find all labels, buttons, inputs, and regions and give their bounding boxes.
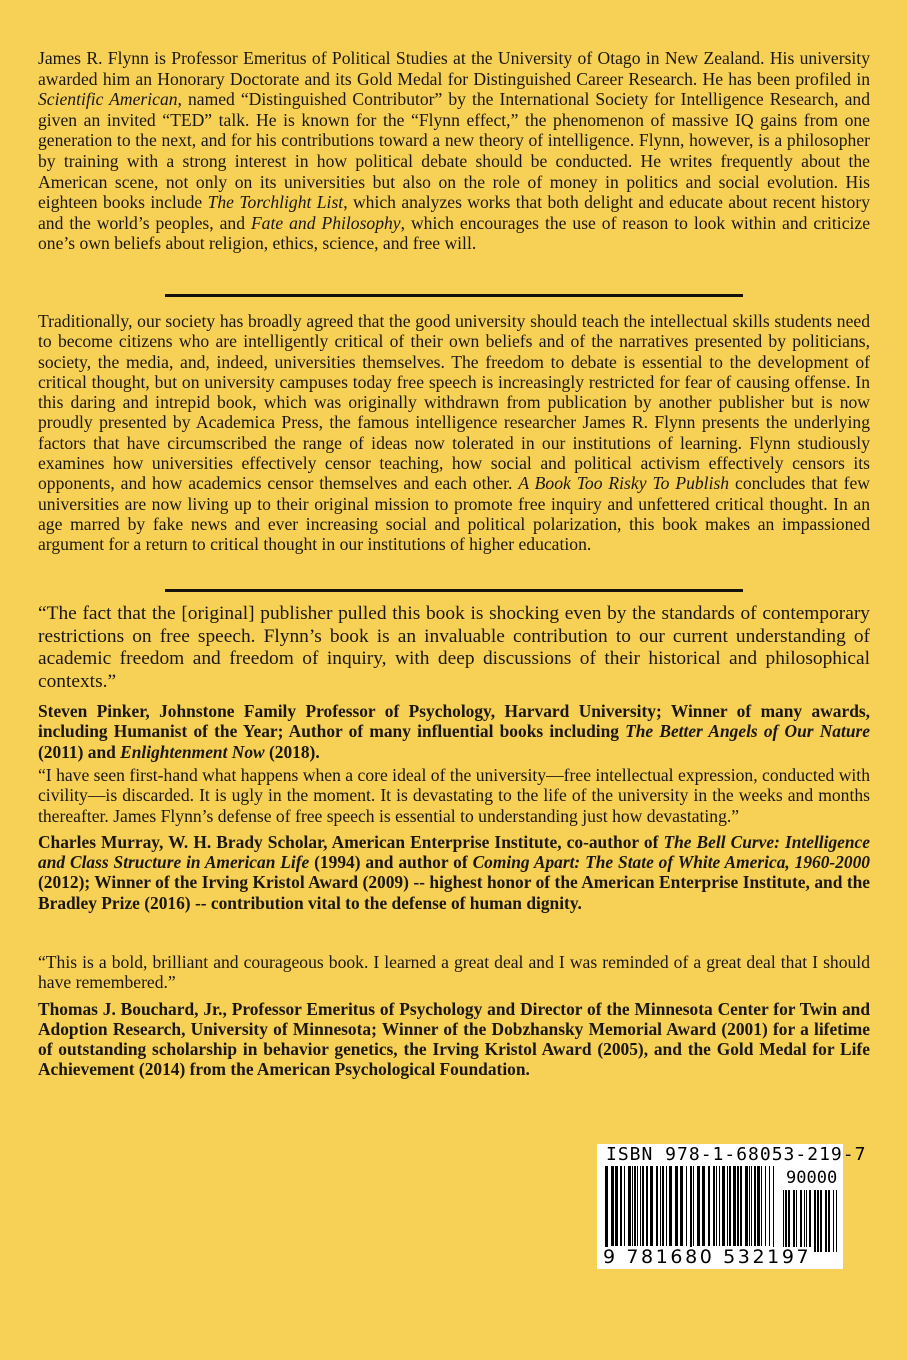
barcode-bar xyxy=(713,1166,715,1246)
barcode-bar xyxy=(733,1166,736,1246)
barcode-bar xyxy=(761,1166,762,1246)
barcode-bar xyxy=(809,1190,811,1252)
barcode-bar xyxy=(828,1190,830,1252)
barcode-bar xyxy=(773,1166,774,1252)
endorsement-quote: “The fact that the [original] publisher pulled this book is shocking even by the standards of contemporary restrictions on free speech. Flynn’s book is an invaluable contribution to our current understanding of academic freedom and freedom of inquiry, with deep discussions of their historical and philosophical contexts.” xyxy=(38,603,870,692)
barcode-bar xyxy=(783,1190,784,1252)
barcode-bar xyxy=(605,1166,608,1252)
barcode-bar xyxy=(662,1166,664,1246)
barcode-bar xyxy=(769,1166,770,1246)
bio-italic-title: Scientific American, xyxy=(38,89,182,110)
barcode-bar xyxy=(716,1166,717,1246)
endorsement-murray xyxy=(38,765,870,913)
barcode-bar xyxy=(722,1166,725,1246)
barcode-bar xyxy=(745,1166,748,1246)
barcode-bar xyxy=(833,1190,834,1252)
endorsement-pinker xyxy=(38,603,870,762)
barcode-bar xyxy=(624,1166,625,1246)
bio-italic-title: Fate and Philosophy xyxy=(250,212,401,233)
barcode-bar xyxy=(749,1166,750,1246)
attribution-text: (1994) and author of xyxy=(309,852,473,873)
divider-rule xyxy=(165,294,743,297)
barcode-bar xyxy=(669,1166,672,1246)
barcode-bar xyxy=(708,1166,710,1246)
attribution-italic: The Bell Curve: Intelligence and Class Structure in American Life xyxy=(38,831,870,873)
isbn-label: ISBN 978-1-68053-219-7 xyxy=(606,1144,867,1165)
barcode-bar xyxy=(740,1166,742,1246)
barcode-bar xyxy=(634,1166,636,1246)
bio-text: named “Distinguished Contributor” by the International Society for Intelligence Research, and given an invited “TED” talk. He is known for the “Flynn effect,” the phenomenon of massive IQ gains from one generation to the next, and for his contributions toward a new theory of intelligence. Flynn, however, is a philosopher by training with a strong interest in how political debate should be conducted. He writes frequently about the American scene, not only on its universities but also on the role of money in politics and social evolution. His eighteen books include xyxy=(38,89,870,213)
barcode-digits: 9 781680 532197 xyxy=(603,1246,812,1268)
barcode-bar xyxy=(642,1166,644,1246)
barcode-bar xyxy=(836,1190,837,1252)
barcode-bar xyxy=(757,1166,760,1246)
barcode-bar xyxy=(675,1166,678,1246)
barcode-bar xyxy=(793,1190,795,1252)
barcode-bar xyxy=(785,1190,787,1252)
endorsement-quote: “This is a bold, brilliant and courageous book. I learned a great deal and I was reminded of a great deal that I should have remembered.” xyxy=(38,952,870,993)
endorsement-attribution xyxy=(38,701,870,762)
barcode-bar xyxy=(737,1166,739,1246)
barcode-bar xyxy=(751,1166,752,1246)
barcode-icon xyxy=(597,1166,843,1252)
endorsement-bouchard xyxy=(38,952,870,1080)
description-text: Traditionally, our society has broadly agreed that the good university should teach the intellectual skills students need to become citizens who are intelligently critical of their own beliefs and of the narratives presented by politicians, society, the media, and, indeed, universities themselves. The freedom to debate is essential to the development of critical thought, but on university campuses today free speech is increasingly restricted for fear of causing offense. In this daring and intrepid book, which was originally withdrawn from publication by another publisher but is now proudly presented by Academica Press, the famous intelligence researcher James R. Flynn presents the underlying factors that have circumscribed the range of ideas now tolerated in our institutions of learning. Flynn studiously examines how universities effectively censor teaching, how social and political activism effectively censors its opponents, and how academics censor themselves and each other. xyxy=(38,311,870,494)
barcode-bar xyxy=(650,1166,653,1246)
attribution-text: (2011) and xyxy=(38,741,121,762)
barcode-bar xyxy=(765,1166,766,1246)
description-text: concludes that few universities are now living up to their original mission to promote free inquiry and unfettered critical thought. In an age marred by fake news and ever increasing social and political polarization, this book makes an impassioned argument for a return to critical thought in our institutions of higher education. xyxy=(38,473,870,555)
barcode-bar xyxy=(788,1190,790,1252)
author-bio xyxy=(38,48,870,254)
description-italic-title: A Book Too Risky To Publish xyxy=(518,473,730,494)
barcode-bar xyxy=(729,1166,731,1246)
barcode-bar xyxy=(656,1166,658,1246)
barcode-bar xyxy=(800,1190,802,1252)
attribution-text: (2018). xyxy=(264,741,320,762)
bio-text: James R. Flynn is Professor Emeritus of Political Studies at the University of Otago in New Zealand. His university awarded him an Honorary Doctorate and its Gold Medal for Distinguished Career Research. He has been profiled in xyxy=(38,48,870,89)
bio-text: , which encourages the use of reason to look within and criticize one’s own beliefs about religion, ethics, science, and free will. xyxy=(38,212,871,254)
barcode-bar xyxy=(754,1166,756,1246)
barcode-bar xyxy=(727,1166,728,1246)
attribution-text: Charles Murray, W. H. Brady Scholar, American Enterprise Institute, co-author of xyxy=(38,831,664,852)
barcode-bar xyxy=(702,1166,705,1246)
barcode-bar xyxy=(620,1166,622,1246)
attribution-italic: Coming Apart: The State of White America, 1960-2000 xyxy=(472,852,870,873)
barcode-bar xyxy=(646,1166,648,1246)
barcode-bar xyxy=(697,1166,700,1246)
bio-italic-title: The Torchlight List xyxy=(207,192,344,213)
barcode-bar xyxy=(817,1190,819,1252)
barcode-bar xyxy=(796,1190,797,1252)
barcode-bar xyxy=(666,1166,667,1246)
attribution-text: Steven Pinker, Johnstone Family Professor of Psychology, Harvard University; Winner of many awards, including Humanist of the Year; Author of many influential books including xyxy=(38,701,870,742)
barcode-bar xyxy=(628,1166,631,1246)
price-code: 90000 xyxy=(786,1168,838,1188)
barcode-bar xyxy=(686,1166,687,1246)
endorsement-quote: “I have seen first-hand what happens when a core ideal of the university—free intellectual expression, conducted with civility—is discarded. It is ugly in the moment. It is devastating to the life of the university in the weeks and months thereafter. James Flynn’s defense of free speech is essential to understanding just how devastating.” xyxy=(38,765,870,826)
divider-rule xyxy=(165,589,743,592)
attribution-italic: The Better Angels of Our Nature xyxy=(625,721,870,742)
bio-text: , which analyzes works that both delight and educate about recent history and the world’s peoples, and xyxy=(38,192,870,233)
barcode-bar xyxy=(640,1166,641,1246)
endorsement-attribution xyxy=(38,832,870,913)
endorsement-attribution: Thomas J. Bouchard, Jr., Professor Emeritus of Psychology and Director of the Minnesota Center for Twin and Adoption Research, University of Minnesota; Winner of the Dobzhansky Memorial Award (2001) for a lifetime of outstanding scholarship in behavior genetics, the Irving Kristol Award (2005), and the Gold Medal for Life Achievement (2014) from the American Psychological Foundation. xyxy=(38,998,870,1080)
barcode-bar xyxy=(804,1190,805,1252)
barcode-bar xyxy=(690,1166,692,1252)
attribution-text: (2012); Winner of the Irving Kristol Award (2009) -- highest honor of the American Enterprise Institute, and the Bradley Prize (2016) -- contribution vital to the defense of human dignity. xyxy=(38,872,870,913)
barcode-bar xyxy=(660,1166,661,1246)
barcode-bar xyxy=(637,1166,638,1246)
barcode-bar xyxy=(806,1190,807,1252)
attribution-italic: Enlightenment Now xyxy=(120,741,265,762)
barcode-bar xyxy=(680,1166,683,1246)
barcode-bar xyxy=(632,1166,633,1246)
barcode-bar xyxy=(615,1166,618,1246)
barcode-bar xyxy=(825,1190,827,1252)
barcode-bar xyxy=(814,1190,816,1252)
barcode-bar xyxy=(719,1166,720,1246)
book-description xyxy=(38,311,870,555)
barcode-bar xyxy=(611,1166,614,1246)
barcode-bar xyxy=(693,1166,694,1246)
barcode-bar xyxy=(820,1190,822,1252)
